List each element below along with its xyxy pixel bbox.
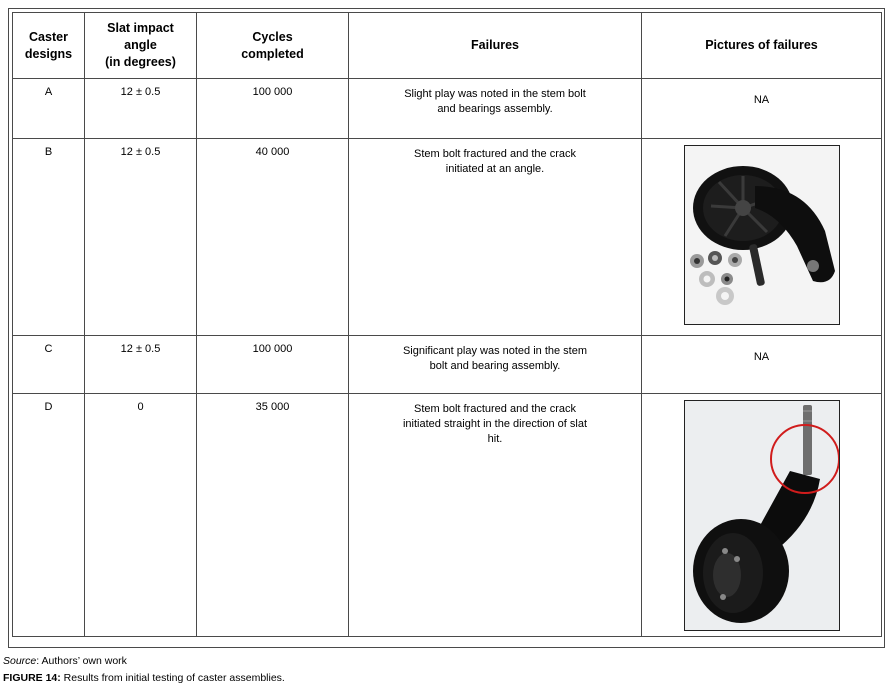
table-row (13, 336, 882, 394)
results-table (12, 12, 882, 637)
header-slat-impact-angle: Slat impact angle (in degrees) (85, 13, 197, 79)
cell-cycles: 100 000 (197, 79, 349, 139)
header-caster-designs: Caster designs (13, 13, 85, 79)
table-row (13, 139, 882, 336)
cell-cycles: 100 000 (197, 336, 349, 394)
cell-picture (642, 394, 882, 637)
cell-picture: NA (642, 79, 882, 139)
cell-failure: Stem bolt fractured and the crack initiated at an angle. (349, 139, 642, 336)
header-pictures: Pictures of failures (642, 13, 882, 79)
cell-angle: 12 ± 0.5 (85, 79, 197, 139)
cell-design: A (13, 79, 85, 139)
cell-failure: Slight play was noted in the stem bolt and bearings assembly. (349, 79, 642, 139)
table-row (13, 79, 882, 139)
cell-cycles: 40 000 (197, 139, 349, 336)
cell-angle: 12 ± 0.5 (85, 139, 197, 336)
header-cycles-completed: Cycles completed (197, 13, 349, 79)
cell-picture: NA (642, 336, 882, 394)
cell-angle: 12 ± 0.5 (85, 336, 197, 394)
cell-design: B (13, 139, 85, 336)
cell-design: D (13, 394, 85, 637)
table-row (13, 394, 882, 637)
cell-angle: 0 (85, 394, 197, 637)
fractured-caster-photo (684, 400, 840, 631)
disassembled-caster-photo (684, 145, 840, 325)
source-note: Source: Authors’ own work (3, 655, 127, 667)
cell-cycles: 35 000 (197, 394, 349, 637)
header-failures: Failures (349, 13, 642, 79)
cell-failure: Significant play was noted in the stem bolt and bearing assembly. (349, 336, 642, 394)
header-row (13, 13, 882, 79)
cell-picture (642, 139, 882, 336)
cell-design: C (13, 336, 85, 394)
figure-caption: FIGURE 14: Results from initial testing of caster assemblies. (3, 672, 285, 684)
cell-failure: Stem bolt fractured and the crack initiated straight in the direction of slat hit. (349, 394, 642, 637)
